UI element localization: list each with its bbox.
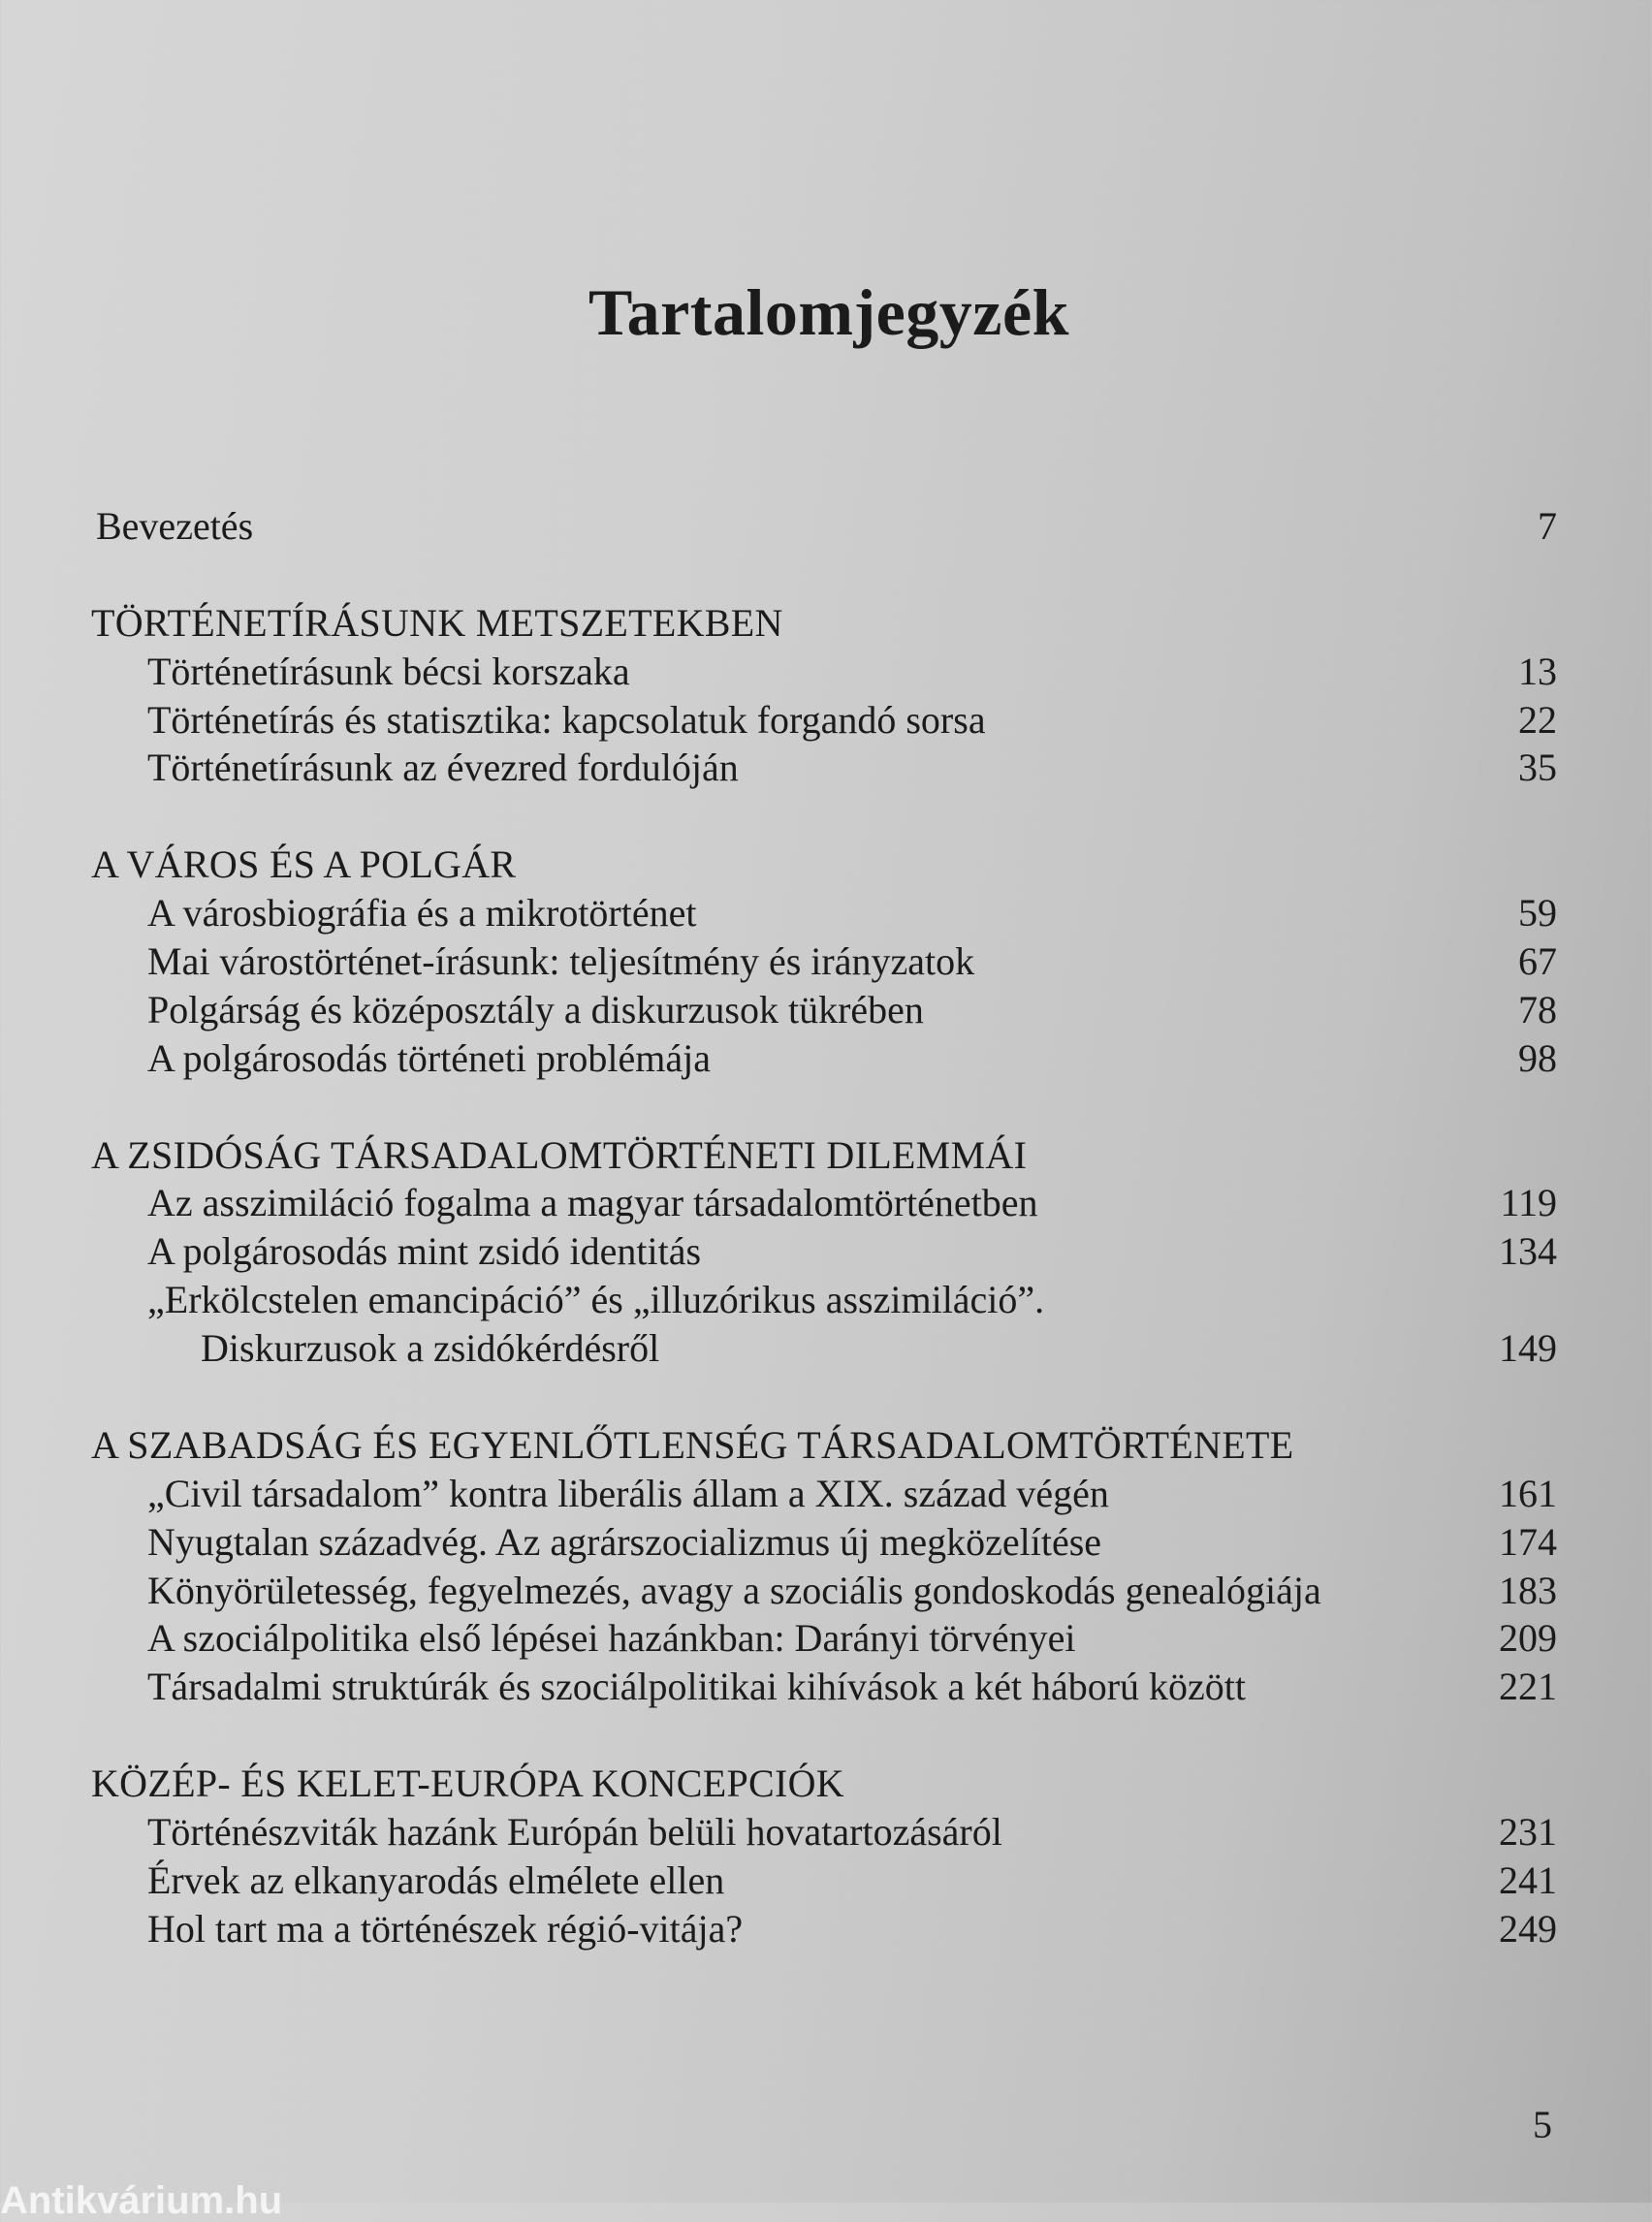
entry-label: Polgárság és középosztály a diskurzusok tükrében xyxy=(147,987,924,1032)
section-heading xyxy=(0,841,1652,889)
entry-label: Történetírásunk az évezred fordulóján xyxy=(147,746,739,790)
entry-label: Hol tart ma a történészek régió-vitája? xyxy=(147,1906,744,1951)
entry-label: Érvek az elkanyarodás elmélete ellen xyxy=(147,1857,725,1902)
section-heading-text: A VÁROS ÉS A POLGÁR xyxy=(91,842,517,887)
entry-label: Történetírásunk bécsi korszaka xyxy=(147,649,630,693)
table-of-contents xyxy=(0,502,1652,1953)
toc-entry xyxy=(0,744,1652,792)
toc-entry xyxy=(0,1808,1652,1857)
toc-entry-intro xyxy=(0,502,1652,551)
toc-entry xyxy=(0,1857,1652,1905)
entry-label: A szociálpolitika első lépései hazánkban: Darányi törvényei xyxy=(147,1616,1076,1661)
entry-page: 134 xyxy=(1499,1229,1557,1274)
entry-page: 149 xyxy=(1499,1326,1557,1371)
toc-entry xyxy=(0,1518,1652,1567)
entry-page: 67 xyxy=(1518,939,1557,984)
section-heading-text: KÖZÉP- ÉS KELET-EURÓPA KONCEPCIÓK xyxy=(91,1762,844,1806)
entry-page: 209 xyxy=(1499,1616,1557,1661)
entry-label-continuation: Diskurzusok a zsidókérdésről xyxy=(201,1326,660,1371)
toc-entry xyxy=(0,937,1652,986)
entry-label: A polgárosodás mint zsidó identitás xyxy=(147,1229,702,1274)
entry-label: „Civil társadalom” kontra liberális állam a XIX. század végén xyxy=(147,1471,1109,1515)
watermark: Antikvárium.hu xyxy=(0,2179,283,2222)
section-heading xyxy=(0,1131,1652,1180)
entry-page: 98 xyxy=(1518,1035,1557,1080)
entry-page: 174 xyxy=(1499,1519,1557,1564)
entry-page: 119 xyxy=(1500,1181,1557,1225)
entry-label: Az asszimiláció fogalma a magyar társadalomtörténetben xyxy=(147,1181,1038,1225)
entry-page: 221 xyxy=(1499,1665,1557,1709)
entry-page: 78 xyxy=(1518,987,1557,1032)
entry-page: 161 xyxy=(1499,1471,1557,1515)
toc-entry xyxy=(0,889,1652,937)
entry-label: Történetírás és statisztika: kapcsolatuk forgandó sorsa xyxy=(147,697,986,742)
entry-label: Nyugtalan századvég. Az agrárszocializmus új megközelítése xyxy=(147,1519,1102,1564)
entry-label: Történészviták hazánk Európán belüli hovatartozásáról xyxy=(147,1810,1002,1855)
entry-label: Könyörületesség, fegyelmezés, avagy a szociális gondoskodás genealógiája xyxy=(147,1568,1321,1612)
toc-entry xyxy=(0,696,1652,745)
entry-page: 231 xyxy=(1499,1810,1557,1855)
section-heading xyxy=(0,1421,1652,1470)
entry-page: 13 xyxy=(1518,649,1557,693)
entry-page: 249 xyxy=(1499,1906,1557,1951)
section-heading-text: A SZABADSÁG ÉS EGYENLŐTLENSÉG TÁRSADALOMTÖRTÉNETE xyxy=(91,1422,1294,1467)
toc-entry xyxy=(0,648,1652,696)
toc-entry xyxy=(0,1034,1652,1083)
entry-page: 35 xyxy=(1518,746,1557,790)
section-heading-text: A ZSIDÓSÁG TÁRSADALOMTÖRTÉNETI DILEMMÁI xyxy=(91,1132,1028,1177)
entry-label: Mai várostörténet-írásunk: teljesítmény és irányzatok xyxy=(147,939,975,984)
page-title: Tartalomjegyzék xyxy=(588,274,1069,349)
section-heading xyxy=(0,599,1652,648)
toc-entry xyxy=(0,1276,1652,1324)
toc-entry xyxy=(0,1179,1652,1227)
toc-entry xyxy=(0,986,1652,1034)
entry-page: 7 xyxy=(1538,504,1557,548)
entry-page: 22 xyxy=(1518,697,1557,742)
toc-entry-continuation xyxy=(0,1324,1652,1373)
toc-entry xyxy=(0,1905,1652,1953)
entry-page: 59 xyxy=(1518,891,1557,936)
entry-page: 183 xyxy=(1499,1568,1557,1612)
toc-entry xyxy=(0,1227,1652,1276)
entry-label: Társadalmi struktúrák és szociálpolitikai kihívások a két háború között xyxy=(147,1665,1247,1709)
entry-label: Bevezetés xyxy=(96,504,254,548)
entry-label: A városbiográfia és a mikrotörténet xyxy=(147,891,697,936)
toc-entry xyxy=(0,1567,1652,1615)
section-heading-text: TÖRTÉNETÍRÁSUNK METSZETEKBEN xyxy=(91,600,783,645)
entry-page: 241 xyxy=(1499,1857,1557,1902)
toc-entry xyxy=(0,1470,1652,1518)
page-number: 5 xyxy=(1533,2103,1552,2146)
toc-entry xyxy=(0,1663,1652,1711)
section-heading xyxy=(0,1760,1652,1808)
entry-label: A polgárosodás történeti problémája xyxy=(147,1035,711,1080)
toc-entry xyxy=(0,1614,1652,1663)
entry-label: „Erkölcstelen emancipáció” és „illuzórikus asszimiláció”. xyxy=(147,1278,1045,1322)
